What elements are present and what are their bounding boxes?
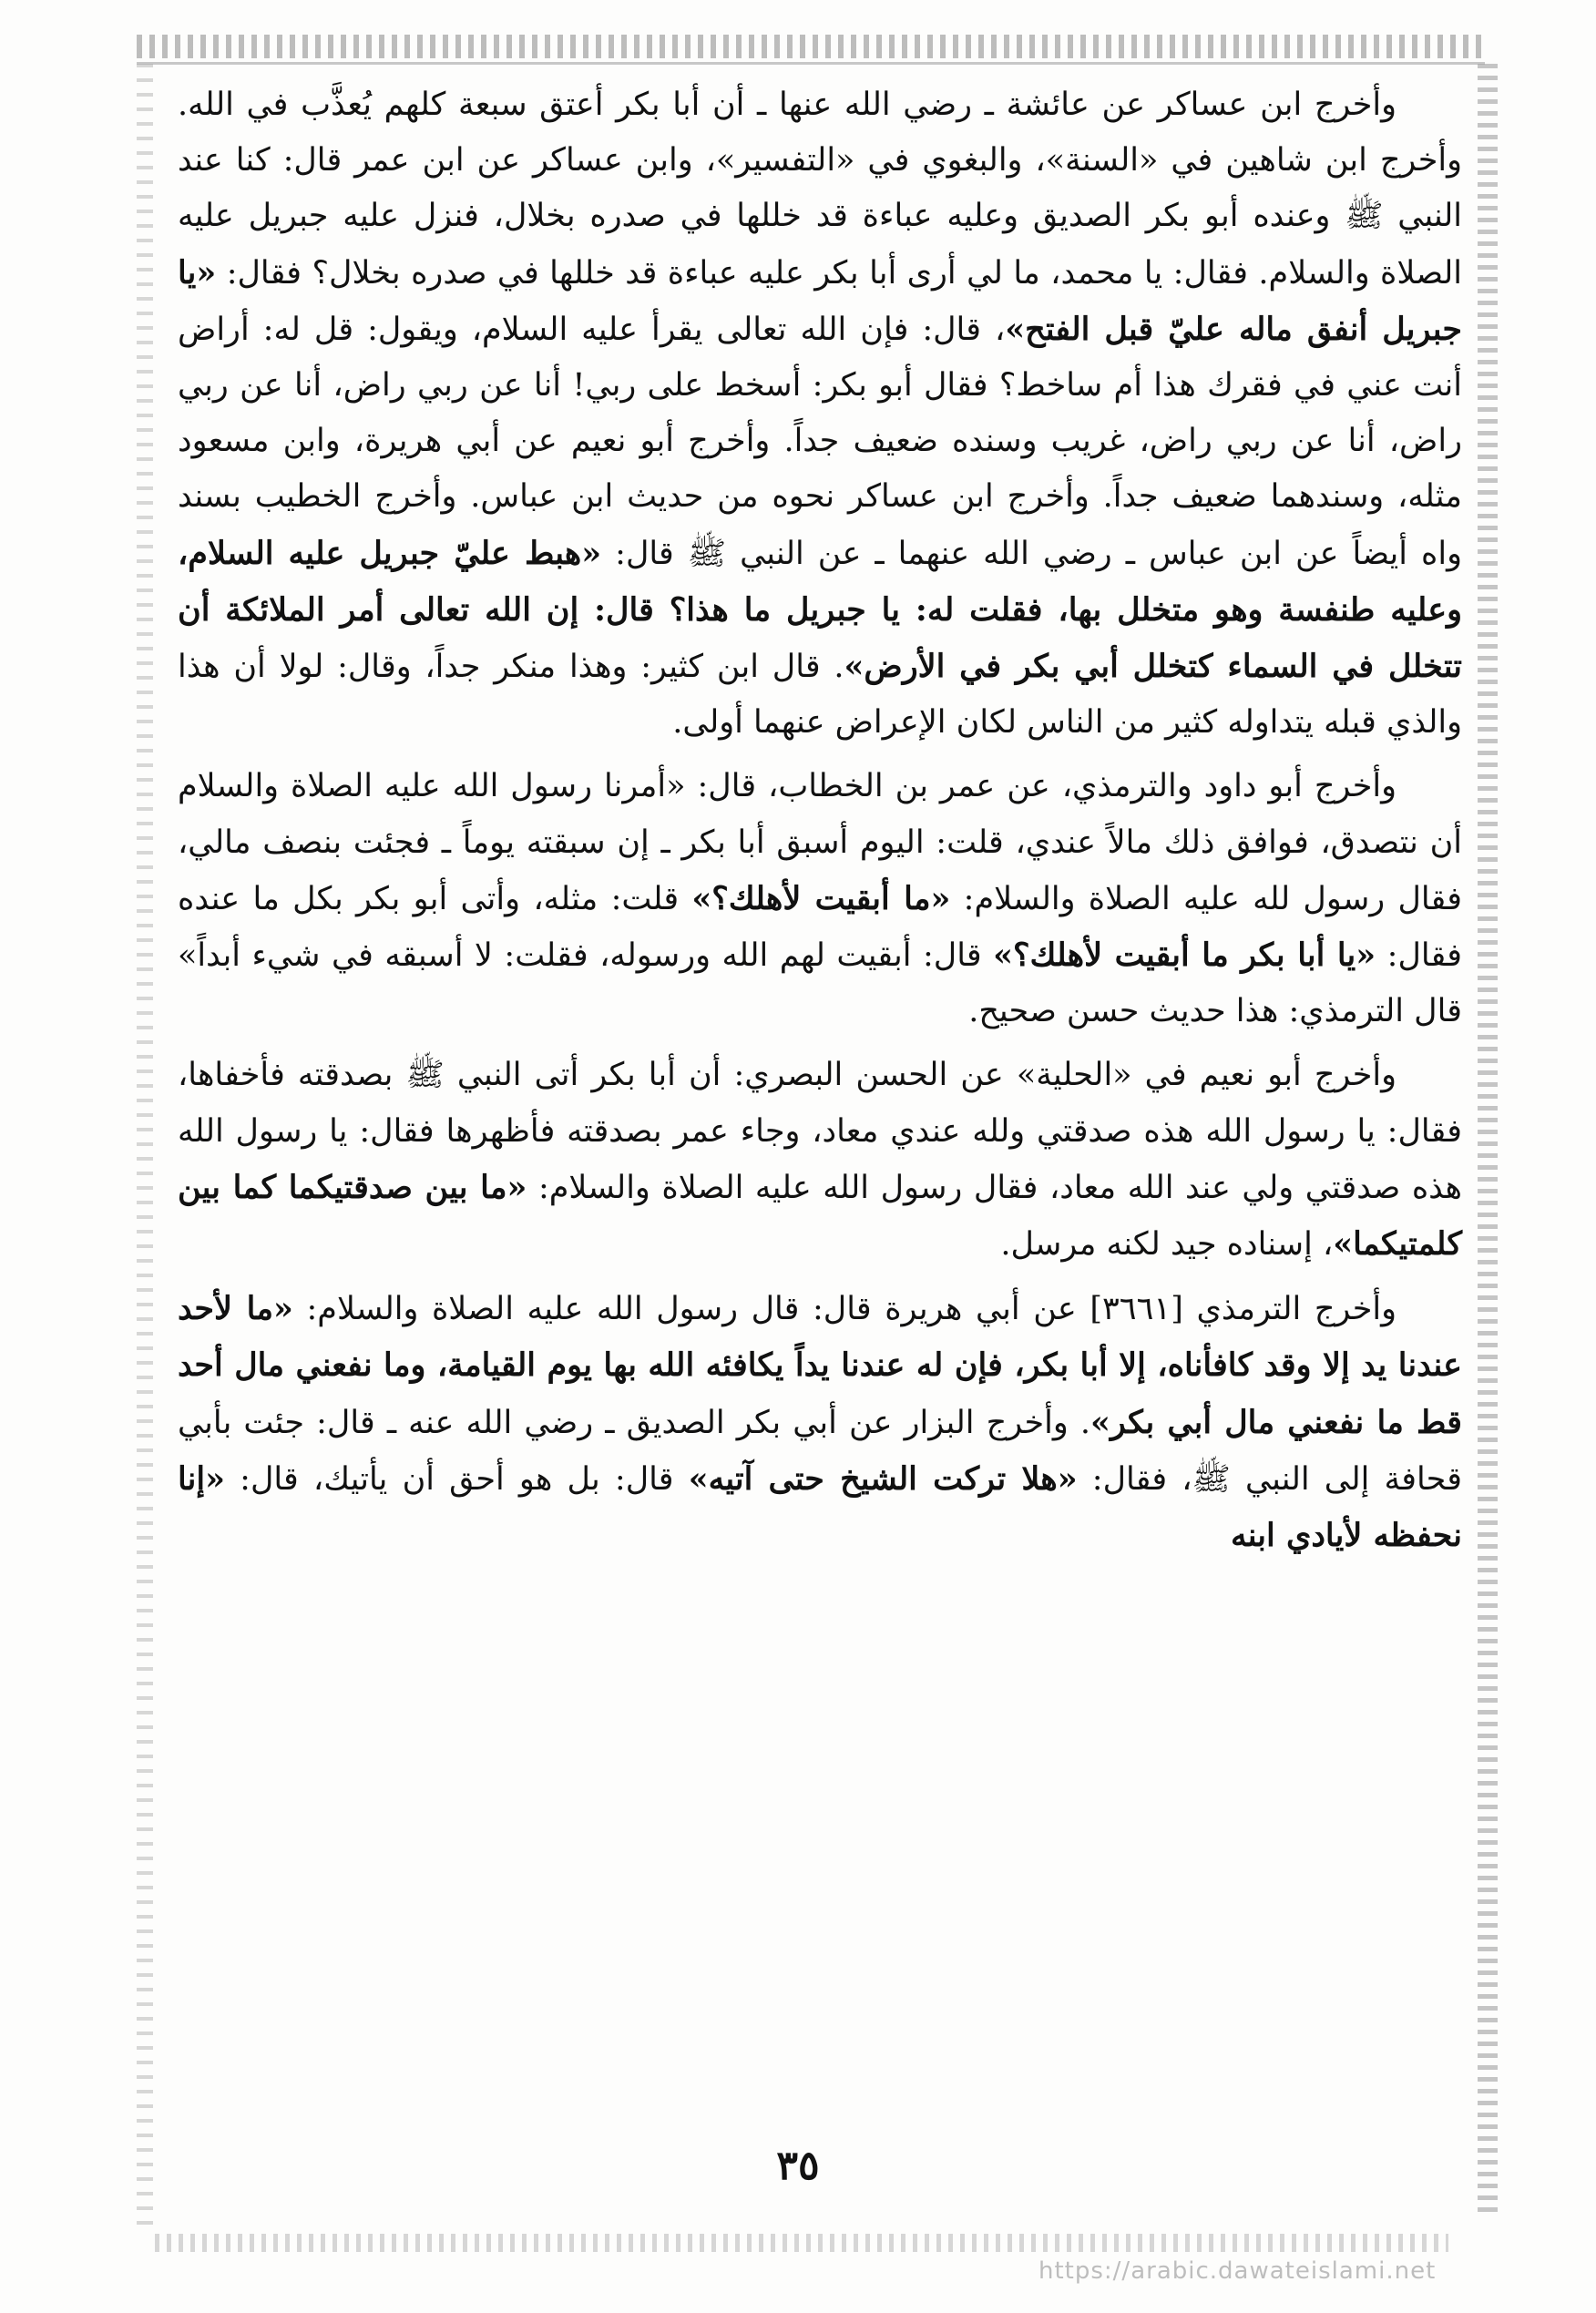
narration-text: . وأخرج البزار عن أبي بكر الصديق ـ رضي الله عنه ـ قال: جئت بأبي قحافة إلى النبي ﷺ، فقال: <box>178 1404 1462 1498</box>
hadith-quote: «ما أبقيت لأهلك؟» <box>691 879 951 917</box>
hadith-quote: «ما لأحد عندنا يد إلا وقد كافأناه، إلا أبا بكر، فإن له عندنا يداً يكافئه الله بها يوم القيامة، وما نفعني مال أحد قط ما نفعني مال أبي بكر» <box>178 1290 1462 1441</box>
decorative-border-top-line <box>137 62 1485 65</box>
narration-text: ، قال: فإن الله تعالى يقرأ عليه السلام، ويقول: قل له: أراض أنت عني في فقرك هذا أم ساخط؟ فقال أبو بكر: أسخط على ربي! أنا عن ربي راض، أنا عن ربي راض، أنا عن ربي راض، غريب وسنده ضعيف جداً. وأخرج أبو نعيم عن أبي هريرة، وابن مسعود مثله، وسندهما ضعيف جداً. وأخرج ابن عساكر نحوه من حديث ابن عباس. وأخرج الخطيب بسند واه أيضاً عن ابن عباس ـ رضي الله عنهما ـ عن النبي ﷺ قال: <box>178 311 1463 572</box>
hadith-quote: «إنا نحفظه لأيادي ابنه <box>178 1459 1462 1555</box>
body-paragraph <box>178 77 1462 751</box>
narration-text: وأخرج أبو داود والترمذي، عن عمر بن الخطاب، قال: «أمرنا رسول الله عليه الصلاة والسلام أن نتصدق، فوافق ذلك مالاً عندي، قلت: اليوم أسبق أبا بكر ـ إن سبقته يوماً ـ فجئت بنصف مالي، فقال رسول لله عليه الصلاة والسلام: <box>178 768 1462 917</box>
narration-text: قلت: مثله، وأتى أبو بكر بكل ما عنده فقال: <box>178 880 1462 975</box>
decorative-border-left <box>137 64 153 2232</box>
narration-text: قال: بل هو أحق أن يأتيك، قال: <box>225 1460 689 1498</box>
narration-text: قال: أبقيت لهم الله ورسوله، فقلت: لا أسبقه في شيء أبداً» قال الترمذي: هذا حديث حسن صحيح. <box>178 937 1462 1030</box>
body-paragraph <box>178 1281 1462 1564</box>
hadith-quote: «ما بين صدقتيكما كما بين كلمتيكما» <box>178 1168 1462 1264</box>
source-watermark: https://arabic.dawateislami.net <box>1038 2257 1437 2285</box>
hadith-quote: «يا جبريل أنفق ماله عليّ قبل الفتح» <box>178 253 1462 348</box>
decorative-border-right <box>1478 64 1498 2214</box>
narration-text: . قال ابن كثير: وهذا منكر جداً، وقال: لولا أن هذا والذي قبله يتداوله كثير من الناس لكان الإعراض عنهما أولى. <box>178 649 1462 742</box>
narration-text: ، إسناده جيد لكنه مرسل. <box>1000 1226 1334 1264</box>
body-paragraph <box>178 759 1462 1039</box>
decorative-border-bottom <box>155 2234 1448 2252</box>
narration-text: وأخرج الترمذي [٣٦٦١] عن أبي هريرة قال: قال رسول الله عليه الصلاة والسلام: <box>292 1291 1396 1328</box>
hadith-quote: «يا أبا بكر ما أبقيت لأهلك؟» <box>993 936 1376 975</box>
decorative-border-top <box>137 35 1485 58</box>
body-paragraph <box>178 1048 1462 1273</box>
page-number: ٣٥ <box>776 2143 820 2189</box>
hadith-quote: «هبط عليّ جبريل عليه السلام، وعليه طنفسة وهو متخلل بها، فقلت له: يا جبريل ما هذا؟ قال: إن الله تعالى أمر الملائكة أن تتخلل في السماء كتخلل أبي بكر في الأرض» <box>178 534 1463 686</box>
page-body-text <box>178 77 1462 1572</box>
narration-text: وأخرج أبو نعيم في «الحلية» عن الحسن البصري: أن أبا بكر أتى النبي ﷺ بصدقته فأخفاها، فقال: يا رسول الله هذه صدقتي ولله عندي معاد، وجاء عمر بصدقته فأظهرها فقال: يا رسول الله هذه صدقتي ولي عند الله معاد، فقال رسول الله عليه الصلاة والسلام: <box>178 1057 1462 1206</box>
narration-text: وأخرج ابن عساكر عن عائشة ـ رضي الله عنها ـ أن أبا بكر أعتق سبعة كلهم يُعذَّب في الله. وأخرج ابن شاهين في «السنة»، والبغوي في «التفسير»، وابن عساكر عن ابن عمر قال: كنا عند النبي ﷺ وعنده أبو بكر الصديق وعليه عباءة قد خللها في صدره بخلال، فنزل عليه جبريل عليه الصلاة والسلام. فقال: يا محمد، ما لي أرى أبا بكر عليه عباءة قد خللها في صدره بخلال؟ فقال: <box>178 87 1462 292</box>
hadith-quote: «هلا تركت الشيخ حتى آتيه» <box>688 1459 1078 1498</box>
